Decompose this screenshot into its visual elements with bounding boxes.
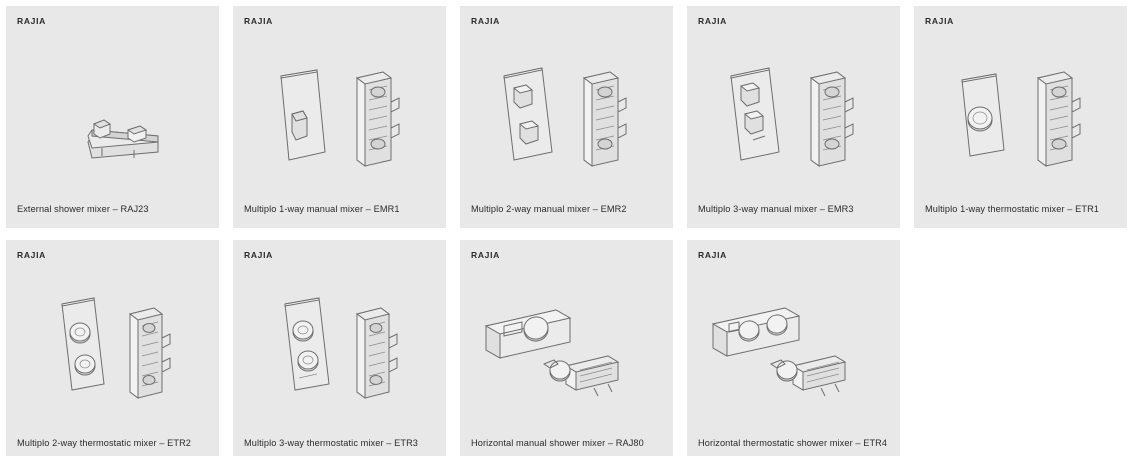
product-card[interactable] — [460, 240, 673, 456]
product-card[interactable] — [6, 6, 219, 228]
brand-label: RAJIA — [244, 250, 274, 260]
brand-label: RAJIA — [17, 250, 47, 260]
brand-label: RAJIA — [244, 16, 274, 26]
product-caption: Multiplo 3-way manual mixer – EMR3 — [698, 203, 854, 214]
product-card[interactable] — [460, 6, 673, 228]
product-image-plate-2way-round — [6, 266, 219, 416]
product-image-horizontal-thermo — [687, 266, 900, 416]
product-caption: Multiplo 2-way thermostatic mixer – ETR2 — [17, 437, 192, 448]
product-card[interactable] — [233, 240, 446, 456]
product-caption: Multiplo 1-way manual mixer – EMR1 — [244, 203, 400, 214]
product-card[interactable] — [6, 240, 219, 456]
brand-label: RAJIA — [471, 250, 501, 260]
brand-label: RAJIA — [925, 16, 955, 26]
product-image-external-mixer — [6, 32, 219, 182]
product-card[interactable] — [687, 240, 900, 456]
product-image-plate-3way-round — [233, 266, 446, 416]
brand-label: RAJIA — [698, 16, 728, 26]
brand-label: RAJIA — [471, 16, 501, 26]
product-caption: Multiplo 1-way thermostatic mixer – ETR1 — [925, 203, 1100, 214]
product-caption: Horizontal thermostatic shower mixer – ETR4 — [698, 437, 888, 448]
brand-label: RAJIA — [17, 16, 47, 26]
product-caption: Multiplo 2-way manual mixer – EMR2 — [471, 203, 627, 214]
product-card[interactable] — [687, 6, 900, 228]
product-card[interactable] — [233, 6, 446, 228]
product-caption: Multiplo 3-way thermostatic mixer – ETR3 — [244, 437, 419, 448]
product-card[interactable] — [914, 6, 1127, 228]
product-image-horizontal-manual — [460, 266, 673, 416]
product-image-plate-2way-square — [460, 32, 673, 182]
product-image-plate-1way-round — [914, 32, 1127, 182]
product-image-plate-3way-square — [687, 32, 900, 182]
brand-label: RAJIA — [698, 250, 728, 260]
product-caption: Horizontal manual shower mixer – RAJ80 — [471, 437, 644, 448]
product-image-plate-1way-lever — [233, 32, 446, 182]
product-caption: External shower mixer – RAJ23 — [17, 203, 149, 214]
